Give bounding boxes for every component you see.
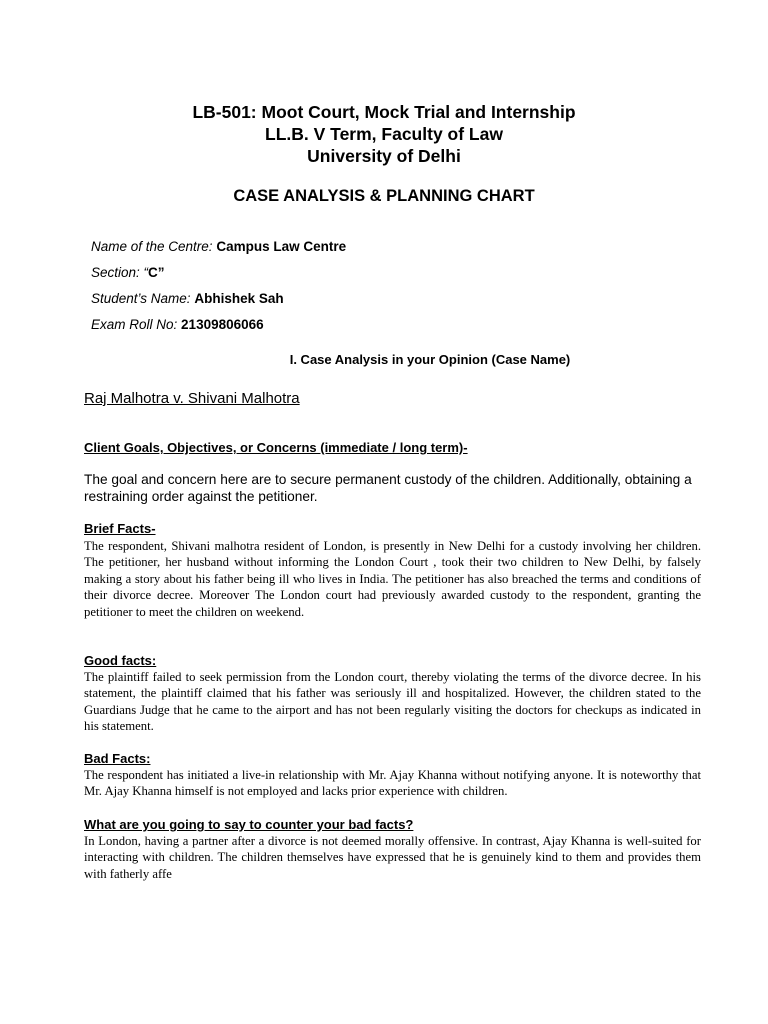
- brief-facts-heading: Brief Facts-: [84, 521, 156, 536]
- course-title: LB-501: Moot Court, Mock Trial and Internship: [192, 102, 576, 122]
- student-line: [91, 290, 284, 307]
- section-line: [91, 264, 165, 281]
- case-name: Raj Malhotra v. Shivani Malhotra: [84, 390, 300, 407]
- section-label: Section: “: [91, 265, 149, 280]
- centre-value: Campus Law Centre: [216, 239, 347, 254]
- centre-line: [91, 238, 346, 255]
- roll-label: Exam Roll No:: [91, 317, 178, 332]
- counter-text: In London, having a partner after a divorce is not deemed morally offensive. In contrast, Ajay Khanna is well-suited for interacting with children. The children themselves have expressed that he is genuinely kind to them and provides them with fatherly affe: [84, 834, 701, 881]
- roll-line: [91, 316, 264, 333]
- client-goals-heading: Client Goals, Objectives, or Concerns (immediate / long term)-: [84, 440, 468, 455]
- brief-facts-text: The respondent, Shivani malhotra resident of London, is presently in New Delhi for a custody involving her children. The petitioner, her husband without informing the London Court , took their two children to New Delhi, by falsely making a story about his father being ill who lives in India. The petitioner has also breached the terms and conditions of their divorce decree. Moreover The London court had previously awarded custody to the respondent, granting the petitioner to meet the children on weekend.: [84, 539, 701, 619]
- section-value: C”: [148, 265, 165, 280]
- good-facts-heading: Good facts:: [84, 653, 157, 668]
- bad-facts-heading: Bad Facts:: [84, 751, 151, 766]
- bad-facts-text: The respondent has initiated a live-in relationship with Mr. Ajay Khanna without notifying anyone. It is noteworthy that Mr. Ajay Khanna himself is not employed and lacks prior experience with children.: [84, 768, 701, 799]
- student-value: Abhishek Sah: [194, 291, 284, 306]
- term-faculty: LL.B. V Term, Faculty of Law: [265, 124, 503, 144]
- counter-heading: What are you going to say to counter your bad facts?: [84, 817, 414, 832]
- section-heading: I. Case Analysis in your Opinion (Case Name): [289, 352, 571, 367]
- university-name: University of Delhi: [307, 146, 461, 166]
- document-header: [0, 101, 768, 167]
- good-facts-text: The plaintiff failed to seek permission from the London court, thereby violating the terms of the divorce decree. In his statement, the plaintiff claimed that his father was seriously ill and hospitalized. However, the children stated to the Guardians Judge that he came to the airport and has not been regularly visiting the doctors for checkups as indicated in his statement.: [84, 670, 701, 734]
- student-label: Student’s Name:: [91, 291, 191, 306]
- client-goals-text: The goal and concern here are to secure permanent custody of the children. Additionally, obtaining a restraining order against the petitioner.: [84, 472, 692, 504]
- roll-value: 21309806066: [181, 317, 264, 332]
- chart-title: CASE ANALYSIS & PLANNING CHART: [233, 187, 535, 205]
- centre-label: Name of the Centre:: [91, 239, 213, 254]
